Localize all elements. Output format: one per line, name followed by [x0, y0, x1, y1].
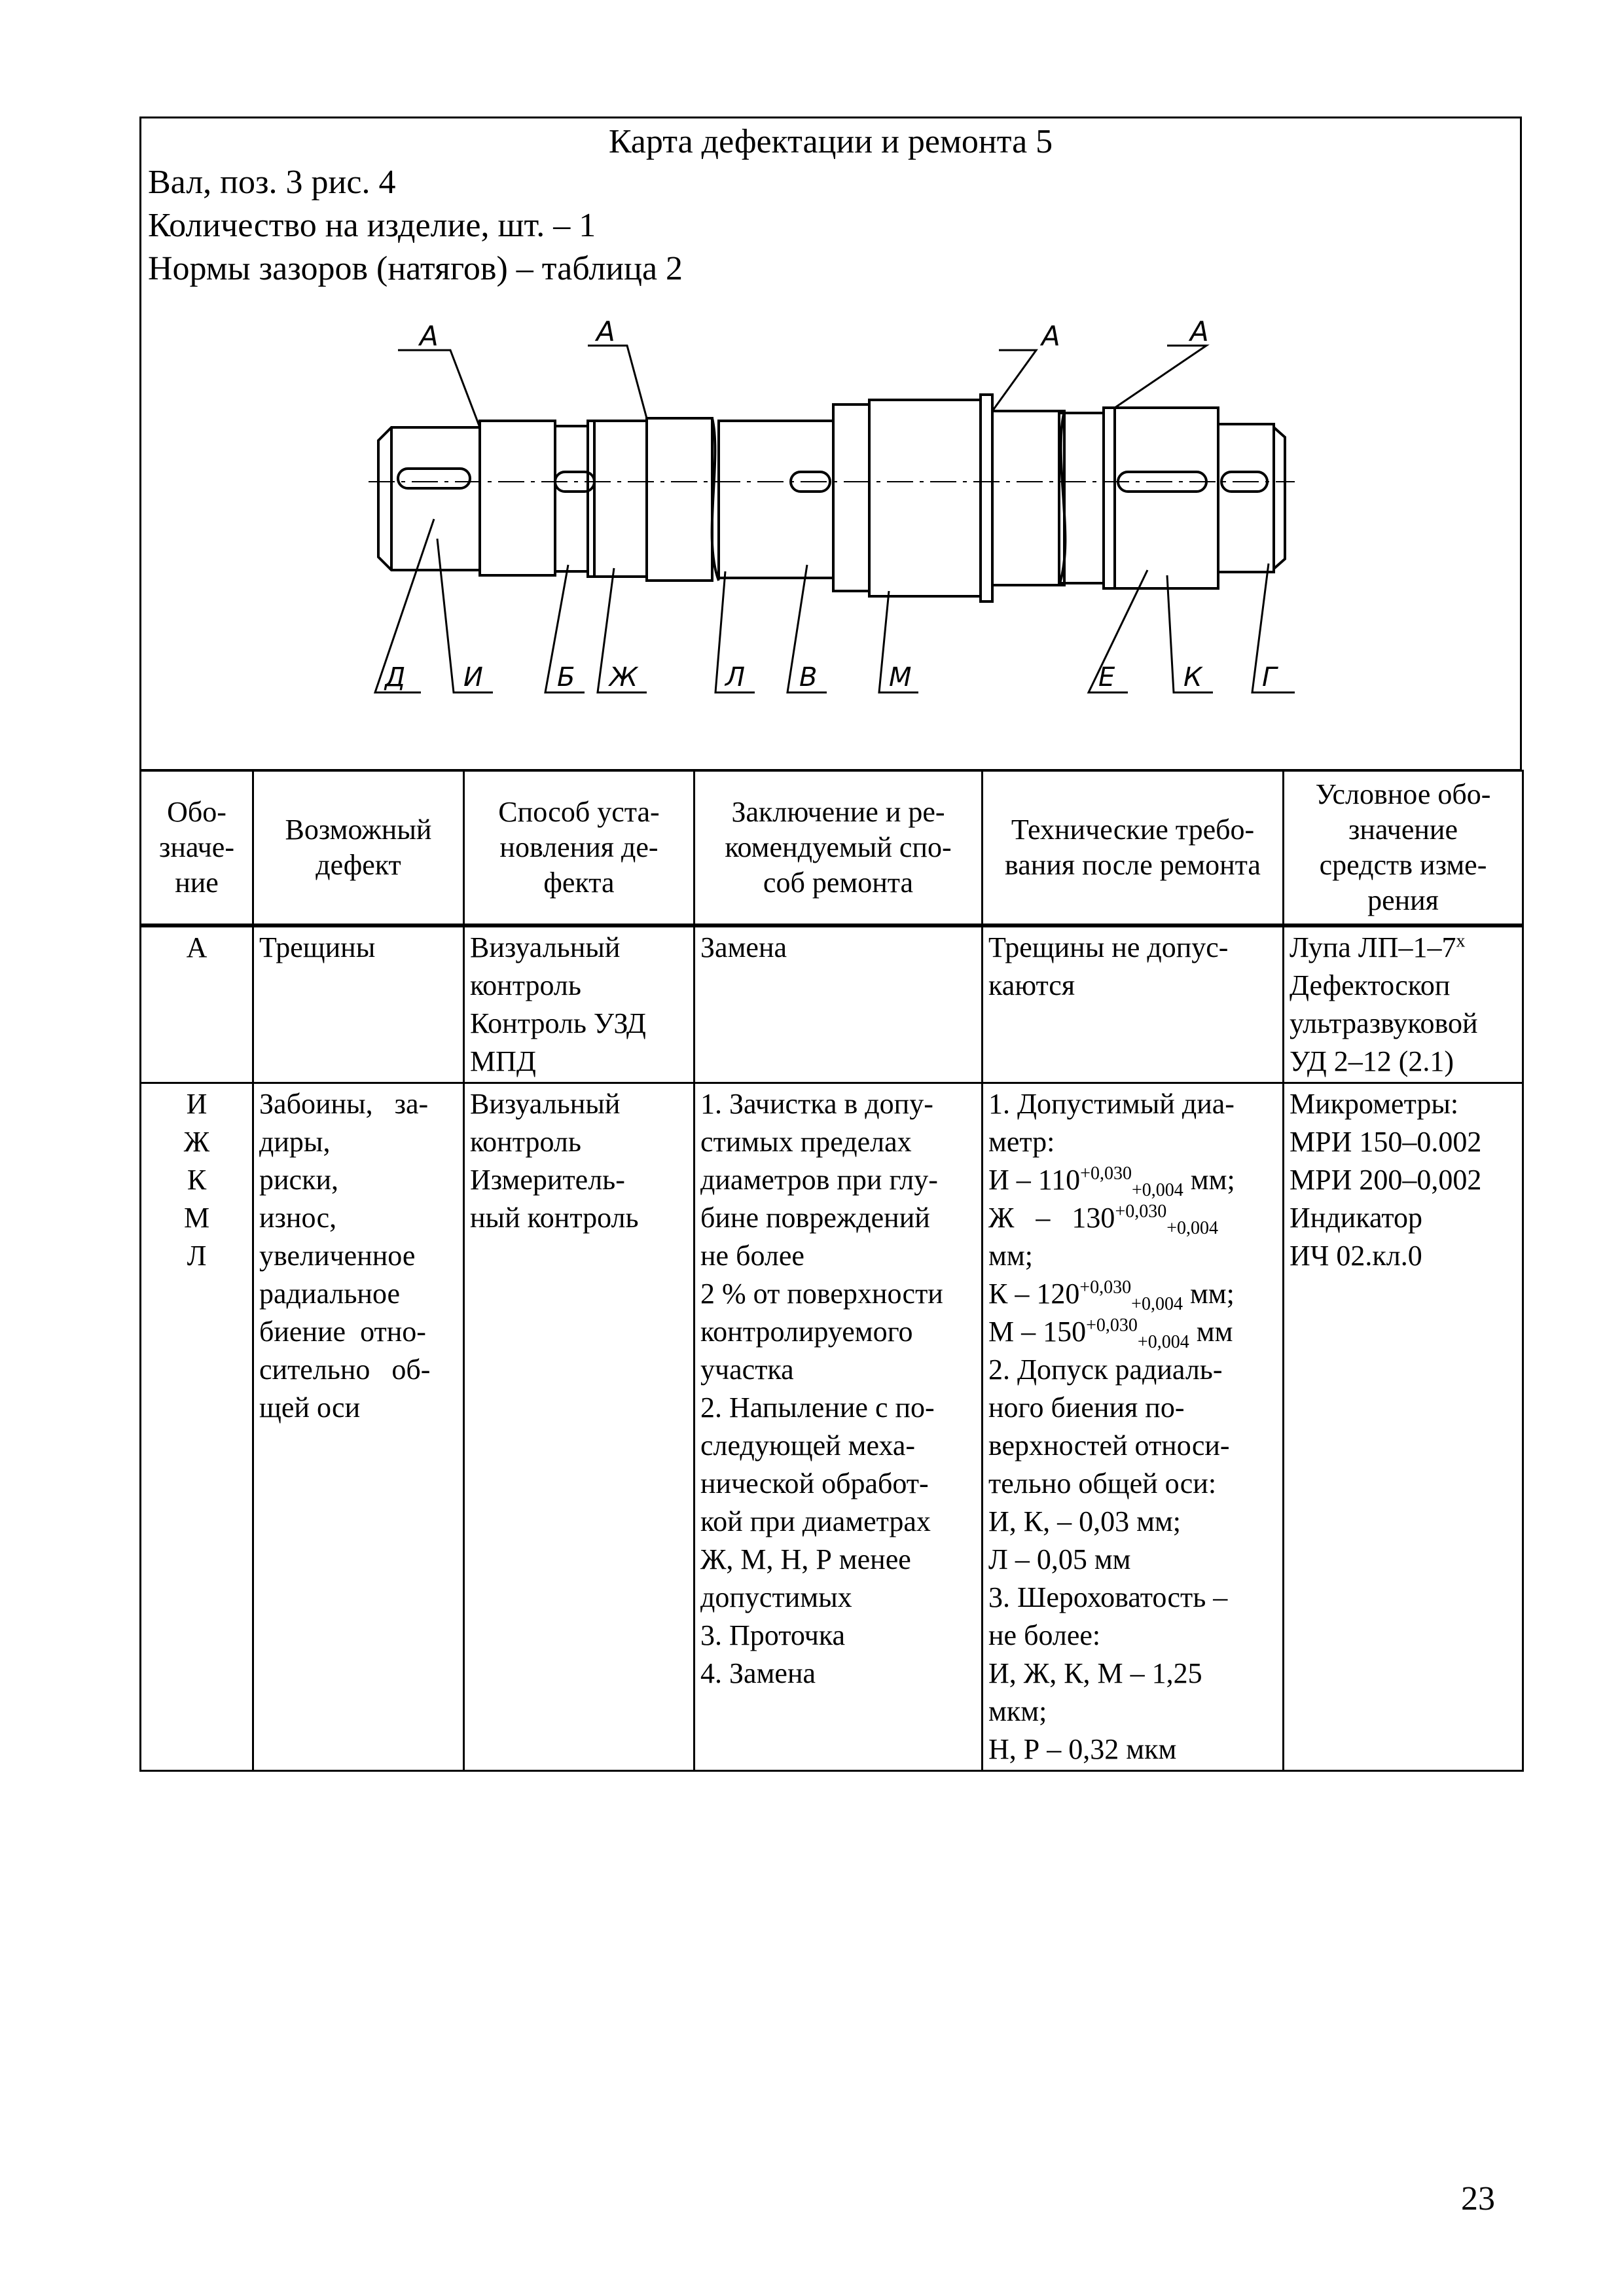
shaft-drawing: [141, 118, 1520, 769]
bottom-leaders: [375, 519, 1295, 692]
cell-repair: Замена: [695, 925, 983, 1083]
cell-designation: А: [141, 925, 253, 1083]
defect-card-header-box: [139, 117, 1522, 771]
svg-text:М: М: [889, 662, 912, 692]
cell-repair: 1. Зачистка в допу- стимых пределах диаметров при глу- бине повреждений не более 2 % от поверхности контролируемого участка 2. Напыление с по- следующей меха- нической обработ- кой при диаметрах Ж, М, Н, Р менее допустимых 3. Проточка 4. Замена: [695, 1083, 983, 1770]
page-number: 23: [1461, 2180, 1495, 2217]
bottom-labels: [384, 662, 1278, 692]
top-labels: [418, 315, 1209, 352]
header-requirements: Технические требо- вания после ремонта: [983, 771, 1284, 925]
svg-text:Ж: Ж: [609, 662, 638, 692]
header-designation: Обо- значе- ние: [141, 771, 253, 925]
defect-table: [139, 770, 1524, 1772]
svg-text:А: А: [1041, 320, 1060, 352]
top-leaders: [398, 346, 1206, 427]
cell-instruments: Микрометры: МРИ 150–0.002 МРИ 200–0,002 Индикатор ИЧ 02.кл.0: [1284, 1083, 1523, 1770]
quantity-line: Количество на изделие, шт. – 1: [148, 207, 596, 244]
table-row: [141, 1083, 1523, 1770]
part-line: Вал, поз. 3 рис. 4: [148, 164, 396, 201]
norms-line: Нормы зазоров (натягов) – таблица 2: [148, 250, 683, 287]
svg-text:А: А: [420, 320, 439, 352]
cell-designation: И Ж К М Л: [141, 1083, 253, 1770]
header-instruments: Условное обо- значение средств изме- рения: [1284, 771, 1523, 925]
svg-text:И: И: [463, 662, 483, 692]
card-title: Карта дефектации и ремонта 5: [608, 123, 1053, 160]
svg-text:К: К: [1183, 662, 1202, 692]
cell-requirements: 1. Допустимый диа- метр: И – $110^{+0,030}_{+0,004}$ мм; Ж – $130^{+0,030}_{+0,004}$ мм; К – $120^{+0,030}_{+0,004}$ мм; М – $150^{+0,030}_{+0,004}$ мм 2. Допуск радиаль- ного биения по- верхностей относи- тельно общей оси: И, К, – 0,03 мм; Л – 0,05 мм 3. Шероховатость – не более: И, Ж, К, М – 1,25 мкм; Н, Р – 0,32 мкм: [983, 1083, 1284, 1770]
table-row: [141, 925, 1523, 1083]
svg-text:А: А: [596, 315, 615, 348]
cell-method: Визуальный контроль Измеритель- ный контроль: [464, 1083, 695, 1770]
header-repair: Заключение и ре- комендуемый спо- соб ремонта: [695, 771, 983, 925]
svg-text:Д: Д: [385, 662, 406, 692]
table-header-row: [141, 771, 1523, 925]
header-defect: Возможный дефект: [253, 771, 464, 925]
cell-defect: Забоины, за- диры, риски, износ, увеличенное радиальное биение отно- сительно об- щей оси: [253, 1083, 464, 1770]
shaft-body: [378, 395, 1285, 601]
svg-text:Б: Б: [557, 662, 575, 692]
svg-text:А: А: [1190, 315, 1209, 348]
cell-instruments: Лупа $ЛП-1-7^х$ Дефектоскоп ультразвуковой УД 2–12 (2.1): [1284, 925, 1523, 1083]
cell-method: Визуальный контроль Контроль УЗД МПД: [464, 925, 695, 1083]
svg-text:Г: Г: [1262, 662, 1277, 692]
svg-text:Л: Л: [725, 662, 746, 692]
cell-requirements: Трещины не допус- каются: [983, 925, 1284, 1083]
svg-text:В: В: [799, 662, 818, 692]
svg-text:Е: Е: [1098, 662, 1115, 692]
header-method: Способ уста- новления де- фекта: [464, 771, 695, 925]
cell-defect: Трещины: [253, 925, 464, 1083]
